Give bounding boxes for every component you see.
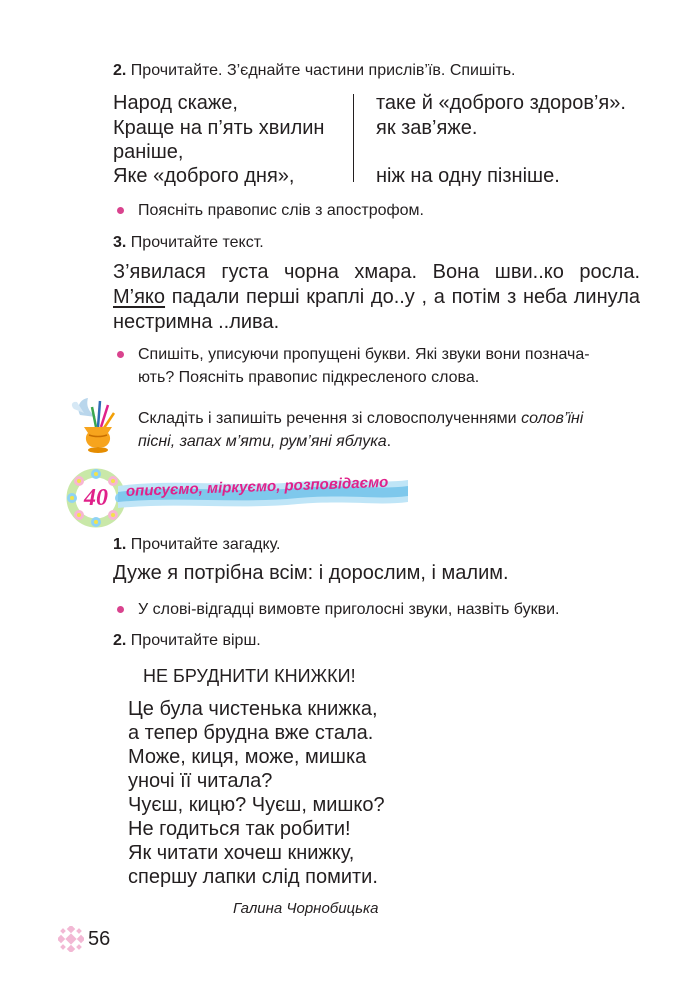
proverb-right-1: таке й «доброго здоров’я». [376, 92, 626, 114]
task3-instruction-text: Прочитайте текст. [130, 234, 264, 251]
page-number: 56 [88, 928, 111, 950]
task1b-number: 1. [113, 536, 127, 553]
poem-line: а тепер брудна вже стала. [128, 722, 374, 744]
creative-line1-prefix: Складіть і запишіть речення зі словосполученнями [138, 410, 522, 427]
task3-bullet-line2: ють? Поясніть правопис підкресленого слова. [138, 369, 480, 386]
proverb-left-4: Яке «доброго дня», [113, 165, 295, 187]
creative-line2 [138, 431, 391, 452]
poem-line: Може, киця, може, мишка [128, 746, 367, 768]
task2-instruction [113, 60, 515, 81]
lesson-title: описуємо, міркуємо, розповідаємо [125, 473, 389, 500]
task3-line2-rest: падали перші краплі до..у , а потім з неба линула [165, 286, 640, 308]
poem-line: Не годиться так робити! [128, 818, 351, 840]
proverb-left-3: раніше, [113, 141, 184, 163]
bullet-dot [117, 351, 124, 358]
task3-text-line1 [113, 260, 640, 285]
bullet-dot [117, 207, 124, 214]
task1b-instruction [113, 534, 280, 555]
task2b-number: 2. [113, 632, 127, 649]
poem-author: Галина Чорнобицька [233, 900, 379, 917]
poem-line: Чуєш, кицю? Чуєш, мишко? [128, 794, 385, 816]
proverb-left-1: Народ скаже, [113, 92, 238, 114]
vase-icon [66, 393, 128, 455]
creative-line2-italic: пісні, запах м’яти, рум’яні яблука [138, 433, 387, 450]
task3-instruction [113, 232, 264, 253]
creative-line1 [138, 408, 583, 429]
task1b-instruction-text: Прочитайте загадку. [130, 536, 281, 553]
task3-text-line3: нестримна ..лива. [113, 311, 280, 333]
task2b-instruction [113, 630, 261, 651]
task3-text-line2 [113, 285, 640, 310]
lesson-number: 40 [84, 485, 108, 511]
task3-line1: З’явилася густа чорна хмара. Вона шви..ко росла. [113, 261, 640, 283]
poem-title: НЕ БРУДНИТИ КНИЖКИ! [143, 666, 356, 686]
creative-line2-suffix: . [386, 433, 392, 450]
poem-line: Це була чистенька книжка, [128, 698, 378, 720]
ornament-icon [58, 926, 84, 952]
task2-bullet-text: Поясніть правопис слів з апострофом. [138, 202, 424, 219]
bullet-dot [117, 606, 124, 613]
poem-line: уночі її читала? [128, 770, 273, 792]
task3-bullet-line1: Спишіть, уписуючи пропущені букви. Які звуки вони познача- [138, 346, 590, 363]
task3-number: 3. [113, 234, 127, 251]
proverb-left-2: Краще на п’ять хвилин [113, 117, 325, 139]
proverb-divider [353, 94, 354, 182]
proverb-right-3: ніж на одну пізніше. [376, 165, 560, 187]
proverb-right-2: як зав’яже. [376, 117, 478, 139]
task2-number: 2. [113, 62, 127, 79]
task2-instruction-text: Прочитайте. З’єднайте частини прислів’їв. Спишіть. [130, 62, 516, 79]
riddle-text: Дуже я потрібна всім: і дорослим, і малим. [113, 562, 509, 584]
poem-line: спершу лапки слід помити. [128, 866, 378, 888]
underlined-word: М’яко [113, 286, 166, 308]
creative-line1-italic: солов’їні [521, 410, 584, 427]
poem-line: Як читати хочеш книжку, [128, 842, 355, 864]
task2b-instruction-text: Прочитайте вірш. [130, 632, 261, 649]
poem-body [128, 697, 385, 889]
task1b-bullet-text: У слові-відгадці вимовте приголосні звуки, назвіть букви. [138, 601, 560, 618]
